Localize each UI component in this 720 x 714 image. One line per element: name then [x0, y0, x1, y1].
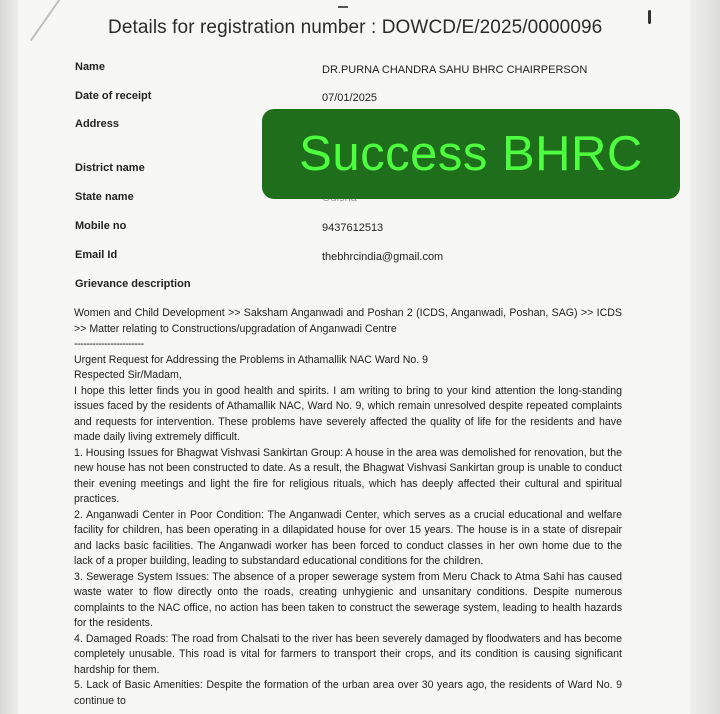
scan-edge-left — [0, 0, 18, 714]
mobile-value: 9437612513 — [322, 222, 384, 234]
grievance-label: Grievance description — [75, 278, 191, 290]
letter-salutation: Respected Sir/Madam, — [74, 369, 182, 381]
separator-line: ----------------------- — [74, 338, 144, 350]
receipt-date-label: Date of receipt — [75, 90, 152, 102]
issue-point-2: 2. Anganwadi Center in Poor Condition: The Anganwadi Center, which serves as a crucial educational and welfare facility for children, has been operating in a dilapidated house for over 15 years. The house is in a state of disrepair and lacks basic facilities. The Anganwadi worker has been forced to conduct classes in her own home due to the lack of a proper building, leading to substandard educational conditions for the children. — [74, 508, 622, 567]
issue-point-4: 4. Damaged Roads: The road from Chalsati to the river has been severely damaged by floodwaters and has become completely unusable. This road is vital for farmers to transport their crops, and its condition is causing significant hardship for them. — [74, 632, 622, 676]
letter-subject: Urgent Request for Addressing the Problems in Athamallik NAC Ward No. 9 — [74, 353, 429, 366]
mobile-label: Mobile no — [75, 220, 127, 232]
issue-point-1: 1. Housing Issues for Bhagwat Vishvasi Sankirtan Group: A house in the area was demolished for renovation, but the new house has not been constructed to date. As a result, the Bhagwat Vishvasi Sankirtan group is unable to conduct their evening meetings and light the fire for religious rituals, which has deeply affected their cultural and spiritual practices. — [74, 446, 622, 505]
grievance-body — [74, 306, 622, 709]
district-label: District name — [75, 162, 145, 174]
category-path: Women and Child Development >> Saksham Anganwadi and Poshan 2 (ICDS, Anganwadi, Poshan, SAG) >> ICDS >> Matter relating to Constructions/upgradation of Anganwadi Centre — [74, 307, 622, 335]
receipt-date-value: 07/01/2025 — [322, 92, 378, 104]
scan-edge-right — [690, 0, 720, 714]
success-stamp — [262, 109, 680, 199]
letter-intro: I hope this letter finds you in good health and spirits. I am writing to bring to your kind attention the long-standing issues faced by the residents of Athamallik NAC, Ward No. 9, which remain unresolved despite repeated complaints and requests for intervention. These problems have severely affected the quality of life for the residents and have made daily living extremely difficult. — [74, 384, 622, 443]
state-label: State name — [75, 191, 134, 203]
name-value: DR.PURNA CHANDRA SAHU BHRC CHAIRPERSON — [322, 64, 588, 76]
registration-title: Details for registration number : DOWCD/E/2025/0000096 — [108, 17, 603, 38]
ink-tick-mark — [648, 10, 651, 24]
name-label: Name — [75, 61, 105, 73]
issue-point-5: 5. Lack of Basic Amenities: Despite the formation of the urban area over 30 years ago, the residents of Ward No. 9 continue to — [74, 679, 622, 707]
stamp-text: Success BHRC — [299, 127, 643, 181]
issue-point-3: 3. Sewerage System Issues: The absence of a proper sewerage system from Meru Chack to Atma Sahi has caused waste water to flow directly onto the roads, creating unhygienic and unsanitary conditions. Despite numerous complaints to the NAC office, no action has been taken to construct the sewerage system, leading to health hazards for the residents. — [74, 570, 622, 629]
email-label: Email Id — [75, 249, 118, 261]
address-label: Address — [75, 118, 120, 130]
top-ink-mark — [338, 0, 348, 8]
email-value: thebhrcindia@gmail.com — [322, 251, 444, 263]
